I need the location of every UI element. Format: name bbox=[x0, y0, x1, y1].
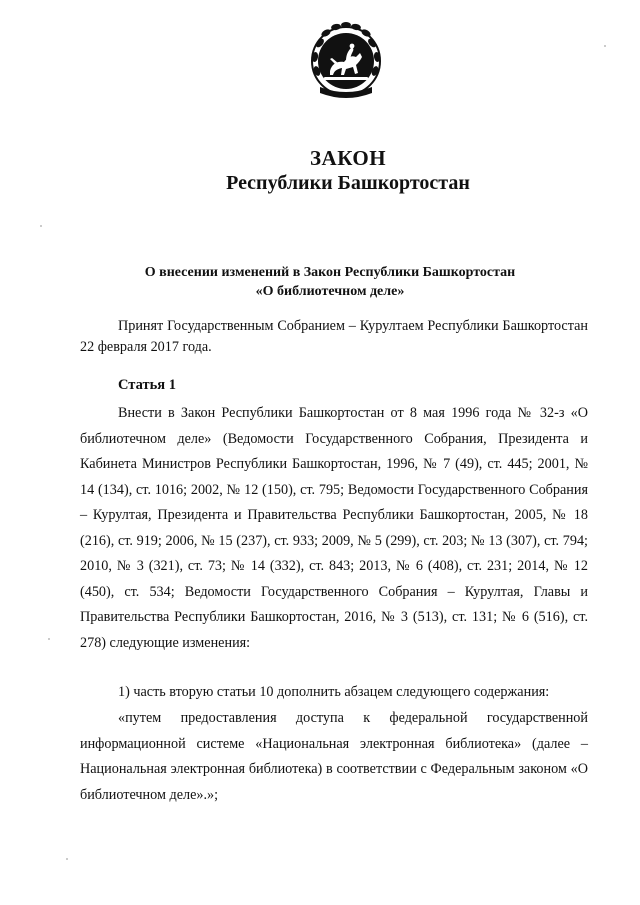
scan-speck bbox=[48, 638, 50, 640]
scan-speck bbox=[604, 45, 606, 47]
document-title: ЗАКОН bbox=[309, 146, 387, 170]
scan-speck bbox=[66, 858, 68, 860]
list-item-1: 1) часть вторую статьи 10 дополнить абзацем следующего содержания: bbox=[118, 684, 550, 700]
scan-speck bbox=[40, 225, 42, 227]
law-name-line-2: «О библиотечном деле» bbox=[255, 284, 405, 299]
document-subtitle: Республики Башкортостан bbox=[226, 172, 470, 194]
adoption-statement: Принят Государственным Собранием – Курултаем Республики Башкортостан 22 февраля 2017 года. bbox=[80, 318, 588, 355]
coat-of-arms-icon bbox=[306, 17, 386, 113]
article-heading: Статья 1 bbox=[118, 377, 176, 393]
law-name-line-1: О внесении изменений в Закон Республики Башкортостан bbox=[144, 265, 516, 280]
article-body: Внести в Закон Республики Башкортостан от 8 мая 1996 года № 32-з «О библиотечном деле» (Ведомости Государственного Собрания, Президента и Кабинета Министров Республики Башкортостан, 1996, № 7 (49), ст. 445; 2001, № 14 (134), ст. 1016; 2002, № 12 (150), ст. 795; Ведомости Государственного Собрания – Курултая, Президента и Правительства Республики Башкортостан, 2005, № 18 (216), ст. 919; 2006, № 15 (237), ст. 933; 2009, № 5 (299), ст. 203; № 13 (307), ст. 794; 2010, № 3 (321), ст. 73; № 14 (332), ст. 843; 2013, № 6 (408), ст. 231; 2014, № 12 (450), ст. 534; Ведомости Государственного Собрания – Курултая, Главы и Правительства Республики Башкортостан, 2016, № 3 (513), ст. 131; № 6 (516), ст. 278) следующие изменения: bbox=[80, 405, 588, 651]
quoted-addition: «путем предоставления доступа к федеральной государственной информационной системе «Национальная электронная библиотека» (далее – Национальная электронная библиотека) в соответствии с Федеральным законом «О библиотечном деле».»; bbox=[80, 710, 588, 803]
